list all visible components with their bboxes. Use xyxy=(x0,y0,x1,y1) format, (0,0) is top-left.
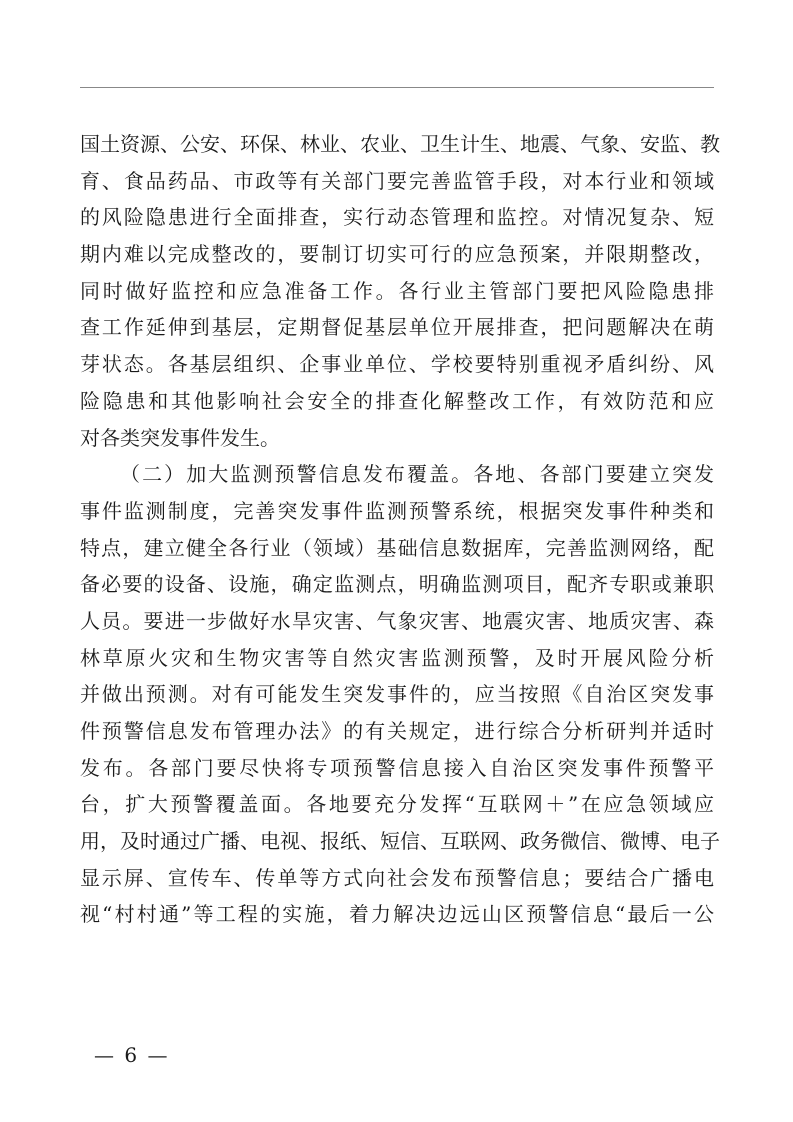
text-line: 国土资源、公安、环保、林业、农业、卫生计生、地震、气象、安监、教 xyxy=(80,132,720,156)
section-heading-continuation: 各地、各部门要建立突发 xyxy=(473,462,715,487)
text-line: 对各类突发事件发生。 xyxy=(80,425,280,450)
text-line: 同时做好监控和应急准备工作。各行业主管部门要把风险隐患排 xyxy=(80,278,714,303)
text-line: 发布。各部门要尽快将专项预警信息接入自治区突发事件预警平 xyxy=(80,755,714,780)
text-line: 件预警信息发布管理办法》的有关规定，进行综合分析研判并适时 xyxy=(80,719,714,743)
text-line: 人员。要进一步做好水旱灾害、气象灾害、地震灾害、地质灾害、森 xyxy=(80,608,714,633)
text-line: 台，扩大预警覆盖面。各地要充分发挥“互联网＋”在应急领域应 xyxy=(80,792,714,817)
section-heading: （二）加大监测预警信息发布覆盖。 xyxy=(120,462,474,487)
text-line: 显示屏、宣传车、传单等方式向社会发布预警信息；要结合广播电 xyxy=(80,865,714,890)
text-line: 用，及时通过广播、电视、报纸、短信、互联网、政务微信、微博、电子 xyxy=(80,829,720,854)
text-line: 芽状态。各基层组织、企事业单位、学校要特别重视矛盾纠纷、风 xyxy=(80,352,714,377)
text-line: 期内难以完成整改的，要制订切实可行的应急预案，并限期整改， xyxy=(80,242,714,267)
text-line: 视“村村通”等工程的实施，着力解决边远山区预警信息“最后一公 xyxy=(80,902,714,927)
text-line: 事件监测制度，完善突发事件监测预警系统，根据突发事件种类和 xyxy=(80,498,714,523)
header-divider xyxy=(80,87,714,88)
text-line: 并做出预测。对有可能发生突发事件的，应当按照《自治区突发事 xyxy=(80,682,714,707)
text-line: 特点，建立健全各行业（领域）基础信息数据库，完善监测网络，配 xyxy=(80,535,714,560)
text-line: 的风险隐患进行全面排查，实行动态管理和监控。对情况复杂、短 xyxy=(80,205,714,230)
section-heading-line xyxy=(80,456,714,493)
text-line: 险隐患和其他影响社会安全的排查化解整改工作，有效防范和应 xyxy=(80,388,714,413)
text-line: 林草原火灾和生物灾害等自然灾害监测预警，及时开展风险分析 xyxy=(80,645,714,670)
document-body xyxy=(80,126,720,933)
page-number: — 6 — xyxy=(94,1043,170,1067)
text-line: 备必要的设备、设施，确定监测点，明确监测项目，配齐专职或兼职 xyxy=(80,572,714,597)
text-line: 查工作延伸到基层，定期督促基层单位开展排查，把问题解决在萌 xyxy=(80,315,714,340)
text-line: 育、食品药品、市政等有关部门要完善监管手段，对本行业和领域 xyxy=(80,168,714,193)
